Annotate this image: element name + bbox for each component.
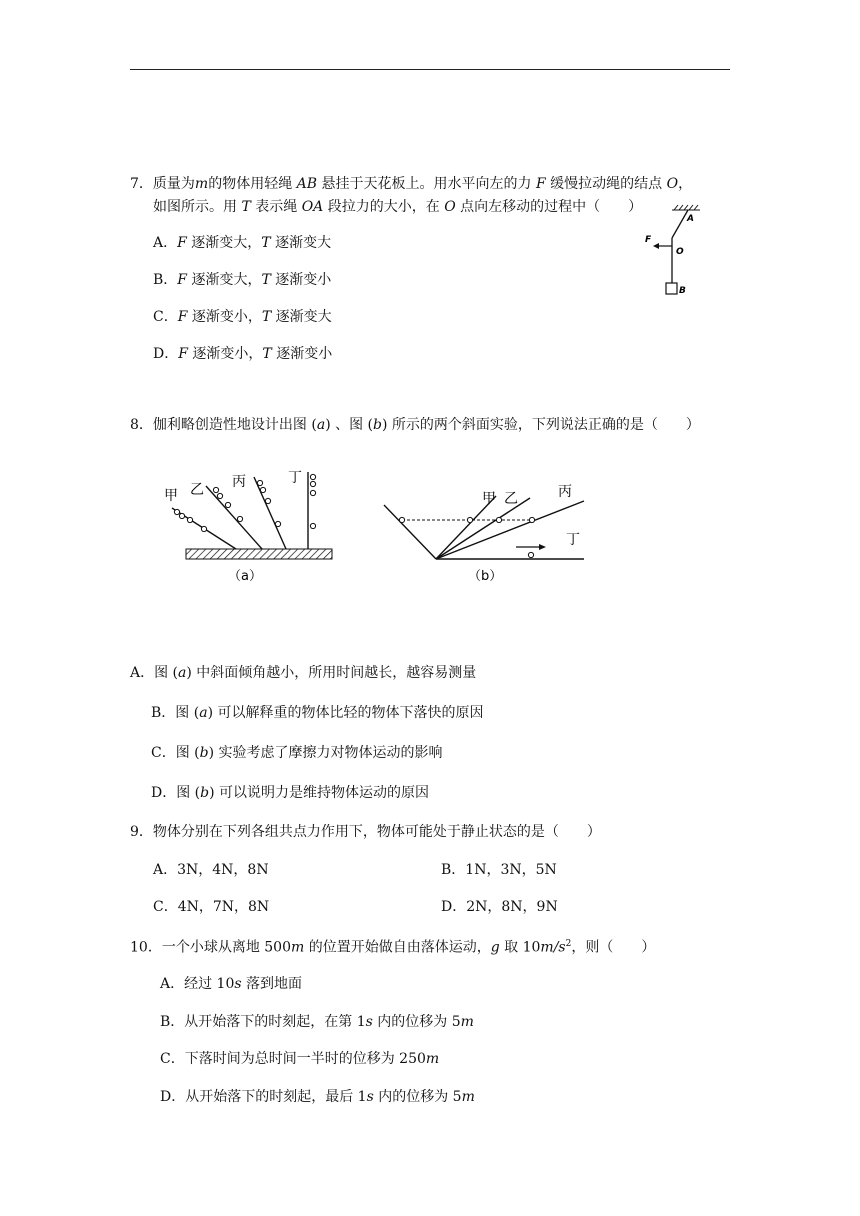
q7-stem-line2: 如图所示。用 T 表示绳 OA 段拉力的大小，在 O 点向左移动的过程中（ ） xyxy=(153,199,643,215)
q7-option-a[interactable]: A．F 逐渐变大，T 逐渐变大 xyxy=(153,235,332,251)
label-ding: 丁 xyxy=(566,532,580,548)
label-b: B xyxy=(679,286,686,296)
ball xyxy=(265,498,270,503)
ball xyxy=(217,493,222,498)
ball xyxy=(213,487,218,492)
incline-yi xyxy=(206,486,262,549)
q8-option-a[interactable]: A．图 (a) 中斜面倾角越小，所用时间越长，越容易测量 xyxy=(130,665,477,681)
q10-option-c[interactable]: C．下落时间为总时间一半时的位移为 250m xyxy=(160,1051,440,1067)
q9-option-a[interactable]: A．3N，4N，8N xyxy=(153,862,269,878)
slope-yi xyxy=(436,498,530,559)
ball xyxy=(310,523,315,528)
label-yi: 乙 xyxy=(190,482,204,498)
ball xyxy=(201,526,206,531)
label-yi: 乙 xyxy=(504,491,518,507)
q8-stem: 8．伽利略创造性地设计出图 (a) 、图 (b) 所示的两个斜面实验，下列说法正确的是（ ） xyxy=(130,417,700,433)
ball xyxy=(237,516,242,521)
caption-b: （b） xyxy=(468,569,503,584)
ball xyxy=(528,552,533,557)
ball xyxy=(174,509,179,514)
ball xyxy=(179,513,184,518)
q8-option-d[interactable]: D．图 (b) 可以说明力是维持物体运动的原因 xyxy=(151,785,430,801)
q9-option-d[interactable]: D．2N，8N，9N xyxy=(441,899,558,915)
ball xyxy=(310,490,315,495)
ball xyxy=(467,517,472,522)
ground-hatch xyxy=(186,549,332,559)
q7-option-d[interactable]: D．F 逐渐变小，T 逐渐变小 xyxy=(153,346,333,362)
ball xyxy=(260,487,265,492)
q8-option-c[interactable]: C．图 (b) 实验考虑了摩擦力对物体运动的影响 xyxy=(151,745,443,761)
q9-option-c[interactable]: C．4N，7N，8N xyxy=(153,899,270,915)
label-jia: 甲 xyxy=(482,491,496,507)
ball xyxy=(310,481,315,486)
q8-option-b[interactable]: B．图 (a) 可以解释重的物体比轻的物体下落快的原因 xyxy=(151,705,484,721)
q7-stem-line1: 7．质量为m的物体用轻绳 AB 悬挂于天花板上。用水平向左的力 F 缓慢拉动绳的结点 O， xyxy=(130,176,693,192)
motion-arrowhead xyxy=(539,544,546,550)
q10-option-b[interactable]: B．从开始落下的时刻起，在第 1s 内的位移为 5m xyxy=(160,1014,474,1030)
q7-option-c[interactable]: C．F 逐渐变小，T 逐渐变大 xyxy=(153,309,332,325)
q8-figure-a xyxy=(160,460,350,590)
rope-oa xyxy=(672,210,688,238)
ball xyxy=(225,502,230,507)
q7-option-b[interactable]: B．F 逐渐变大，T 逐渐变小 xyxy=(153,272,332,288)
left-slope xyxy=(384,505,436,559)
label-o: O xyxy=(676,247,684,257)
incline-bing xyxy=(254,477,286,549)
q10-stem: 10．一个小球从离地 500m 的位置开始做自由落体运动，g 取 $10m/s^2$，则（ ） xyxy=(130,939,656,956)
label-bing: 丙 xyxy=(232,474,246,490)
q9-option-b[interactable]: B．1N，3N，5N xyxy=(441,862,557,878)
ball xyxy=(275,521,280,526)
header-rule xyxy=(130,69,730,70)
label-f: F xyxy=(645,235,652,245)
q10-option-a[interactable]: A．经过 10s 落到地面 xyxy=(160,976,303,992)
label-bing: 丙 xyxy=(558,484,572,500)
label-jia: 甲 xyxy=(164,488,178,504)
label-a: A xyxy=(687,214,694,224)
slope-bing xyxy=(436,501,584,559)
ball xyxy=(399,517,404,522)
ball xyxy=(496,517,501,522)
ball xyxy=(187,517,192,522)
ball xyxy=(257,480,262,485)
caption-a: （a） xyxy=(228,569,262,584)
ceiling-hatch xyxy=(672,205,700,210)
ball xyxy=(310,474,315,479)
label-ding: 丁 xyxy=(288,470,302,486)
ball xyxy=(529,517,534,522)
q7-figure xyxy=(640,200,710,300)
q9-stem: 9．物体分别在下列各组共点力作用下，物体可能处于静止状态的是（ ） xyxy=(130,824,601,840)
q7-number: 7． xyxy=(130,176,153,192)
force-f-arrowhead xyxy=(653,243,659,249)
q8-figure-b xyxy=(380,470,595,590)
q10-option-d[interactable]: D．从开始落下的时刻起，最后 1s 内的位移为 5m xyxy=(160,1089,475,1105)
block-b xyxy=(666,283,677,294)
